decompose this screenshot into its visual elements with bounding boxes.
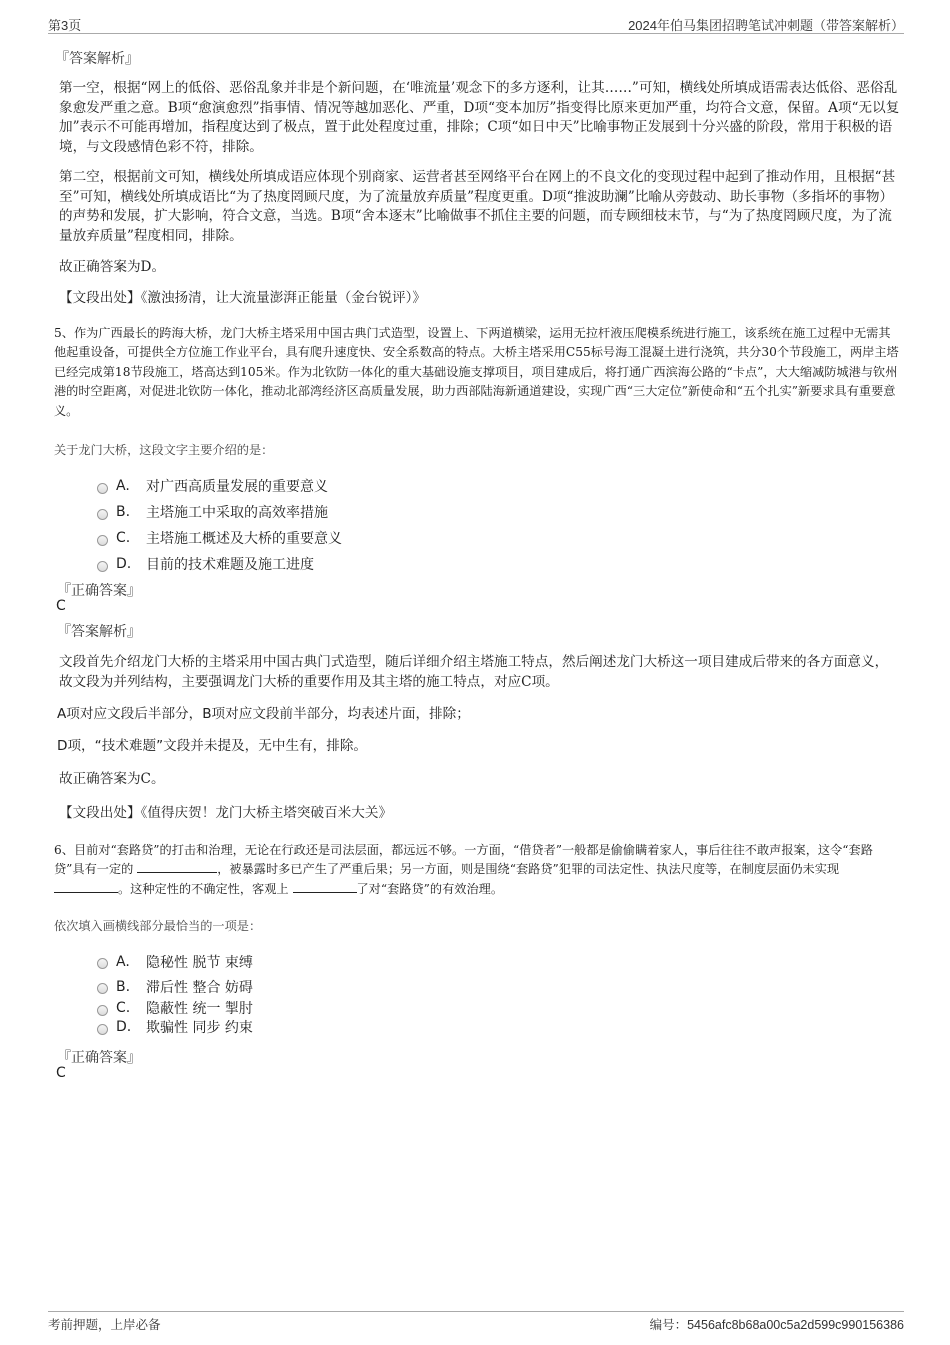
page-number: 第3页: [48, 18, 82, 33]
option-d[interactable]: D. 欺骗性 同步 约束: [97, 1017, 253, 1037]
option-b[interactable]: B. 主塔施工中采取的高效率措施: [97, 499, 342, 525]
analysis-paragraph: A项对应文段后半部分，B项对应文段前半部分，均表述片面，排除；: [57, 706, 470, 722]
source-citation: 【文段出处】《激浊扬清，让大流量澎湃正能量（金台锐评）》: [59, 290, 427, 306]
fill-blank-2: [54, 881, 118, 893]
question-5-options: [55, 473, 342, 577]
radio-button[interactable]: [97, 509, 108, 520]
correct-answer-label: 『正确答案』: [57, 583, 141, 599]
radio-button[interactable]: [97, 958, 108, 969]
radio-button[interactable]: [97, 983, 108, 994]
question-5-text: 5、作为广西最长的跨海大桥，龙门大桥主塔采用中国古典门式造型，设置上、下两道横梁，运用无拉杆液压爬模系统进行施工，该系统在施工过程中无需其他起重设备，可提供全方位施工作业平台，具有爬升速度快、安全系数高的特点。大桥主塔采用C55标号海工混凝土进行浇筑，共分30个节段施工，两岸主塔已经完成第18节段施工，塔高达到105米。作为北钦防一体化的重大基础设施支撑项目，项目建成后，将打通广西滨海公路的“卡点”，大大缩减防城港与钦州港的时空距离，对促进北钦防一体化，推动北部湾经济区高质量发展，助力西部陆海新通道建设，实现广西“三大定位”新使命和“五个扎实”新要求具有重要意义。: [54, 326, 899, 418]
correct-answer-label: 『正确答案』: [57, 1050, 141, 1066]
option-a[interactable]: A. 对广西高质量发展的重要意义: [97, 473, 342, 499]
radio-button[interactable]: [97, 1024, 108, 1035]
correct-answer-value: C: [56, 598, 66, 614]
page-header: [48, 14, 904, 34]
question-6-prompt: 依次填入画横线部分最恰当的一项是：: [54, 919, 262, 933]
serial-number: 编号：5456afc8b68a00c5a2d599c990156386: [649, 1318, 904, 1332]
fill-blank-3: [293, 881, 357, 893]
option-d[interactable]: D. 目前的技术难题及施工进度: [97, 551, 342, 577]
option-c[interactable]: C. 主塔施工概述及大桥的重要意义: [97, 525, 342, 551]
option-c[interactable]: C. 隐蔽性 统一 掣肘: [97, 999, 253, 1017]
conclusion: 故正确答案为C。: [59, 771, 165, 787]
question-5-prompt: 关于龙门大桥，这段文字主要介绍的是：: [54, 443, 274, 457]
question-6-text: 6、目前对“套路贷”的打击和治理，无论在行政还是司法层面，都远远不够。一方面，“借贷者”一般都是偷偷瞒着家人，事后往往不敢声报案，这令“套路贷”具有一定的 ，被暴露时多已产生了严重后果；另一方面，则是围绕“套路贷”犯罪的司法定性、执法尺度等，在制度层面仍未实现 。这种定性的不确定性，客观上 了对“套路贷”的有效治理。: [54, 843, 873, 896]
radio-button[interactable]: [97, 561, 108, 572]
analysis-paragraph: 第二空，根据前文可知，横线处所填成语应体现个别商家、运营者甚至网络平台在网上的不良文化的变现过程中起到了推动作用，且根据“甚至”可知，横线处所填成语比“为了热度罔顾尺度，为了流量放弃质量”程度更重。D项“推波助澜”比喻从旁鼓动、助长事物（多指坏的事物）的声势和发展，扩大影响，符合文意，当选。B项“舍本逐末”比喻做事不抓住主要的问题，而专顾细枝末节，与“为了热度罔顾尺度，为了流量放弃质量”程度相同，排除。: [59, 169, 896, 244]
conclusion: 故正确答案为D。: [59, 259, 166, 275]
radio-button[interactable]: [97, 483, 108, 494]
analysis-label: 『答案解析』: [57, 624, 141, 640]
analysis-paragraph: 文段首先介绍龙门大桥的主塔采用中国古典门式造型，随后详细介绍主塔施工特点，然后阐述龙门大桥这一项目建成后带来的各方面意义，故文段为并列结构，主要强调龙门大桥的重要作用及其主塔的施工特点，对应C项。: [59, 654, 889, 690]
document-title: 2024年伯马集团招聘笔试冲刺题（带答案解析）: [628, 18, 904, 33]
page-footer: [48, 1311, 904, 1331]
question-6-options: [55, 949, 253, 1037]
option-b[interactable]: B. 滞后性 整合 妨碍: [97, 974, 253, 999]
footer-slogan: 考前押题，上岸必备: [48, 1317, 161, 1332]
radio-button[interactable]: [97, 1005, 108, 1016]
analysis-paragraph: D项，“技术难题”文段并未提及，无中生有，排除。: [57, 738, 368, 754]
analysis-paragraph: 第一空，根据“网上的低俗、恶俗乱象并非是个新问题，在‘唯流量’观念下的多方逐利，让其……”可知，横线处所填成语需表达低俗、恶俗乱象愈发严重之意。B项“愈演愈烈”指事情、情况等越加恶化、严重，D项“变本加厉”指变得比原来更加严重，均符合文意，保留。A项“无以复加”表示不可能再增加，指程度达到了极点，置于此处程度过重，排除；C项“如日中天”比喻事物正发展到十分兴盛的阶段，常用于积极的语境，与文段感情色彩不符，排除。: [59, 80, 900, 155]
radio-button[interactable]: [97, 535, 108, 546]
fill-blank-1: [137, 861, 217, 873]
source-citation: 【文段出处】《值得庆贺！龙门大桥主塔突破百米大关》: [59, 805, 393, 821]
correct-answer-value: C: [56, 1065, 66, 1081]
option-a[interactable]: A. 隐秘性 脱节 束缚: [97, 949, 253, 974]
analysis-label: 『答案解析』: [55, 51, 139, 67]
